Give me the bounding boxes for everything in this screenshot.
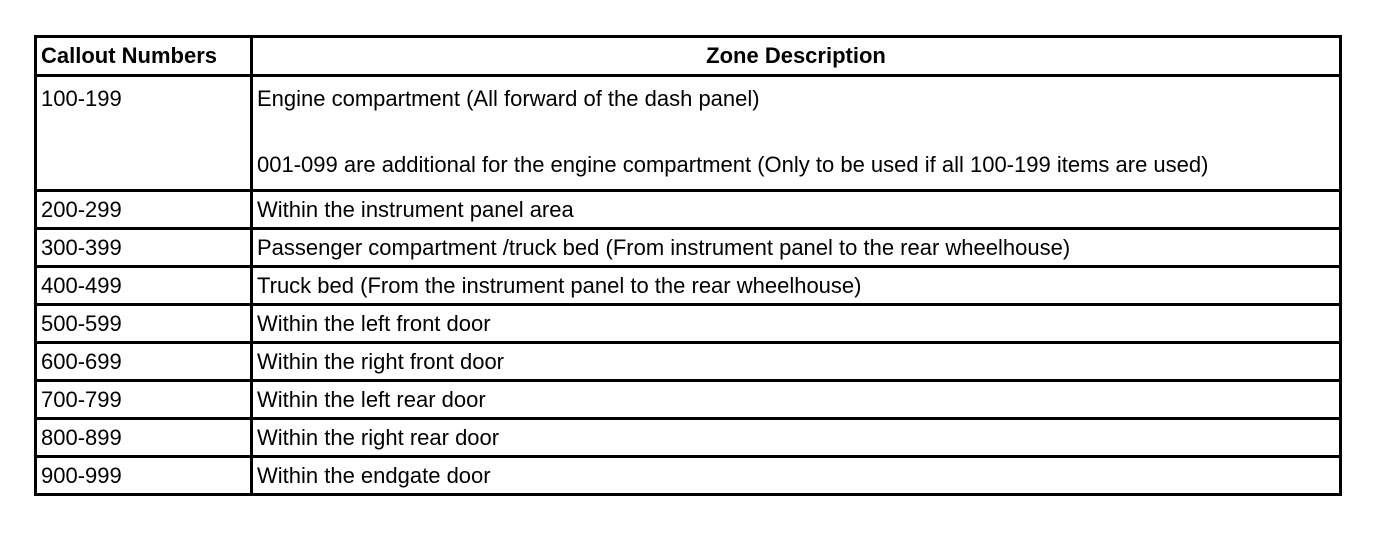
callout-cell: 100-199 bbox=[36, 76, 252, 191]
table-row bbox=[36, 191, 1341, 229]
header-zone-description: Zone Description bbox=[252, 37, 1341, 76]
zone-cell bbox=[252, 76, 1341, 191]
zone-cell: Within the endgate door bbox=[252, 457, 1341, 495]
callout-cell: 700-799 bbox=[36, 381, 252, 419]
callout-cell: 600-699 bbox=[36, 343, 252, 381]
table-row bbox=[36, 76, 1341, 191]
table-header bbox=[36, 37, 1341, 76]
zone-cell: Within the left front door bbox=[252, 305, 1341, 343]
zone-extra-text: 001-099 are additional for the engine compartment (Only to be used if all 100-199 items are used) bbox=[257, 152, 1209, 177]
table-row bbox=[36, 229, 1341, 267]
zone-cell: Within the left rear door bbox=[252, 381, 1341, 419]
zone-cell: Within the right front door bbox=[252, 343, 1341, 381]
table-row bbox=[36, 381, 1341, 419]
zone-cell: Within the right rear door bbox=[252, 419, 1341, 457]
table-row bbox=[36, 305, 1341, 343]
table-row bbox=[36, 457, 1341, 495]
callout-cell: 800-899 bbox=[36, 419, 252, 457]
zone-cell: Within the instrument panel area bbox=[252, 191, 1341, 229]
table-body bbox=[36, 76, 1341, 495]
callout-cell: 400-499 bbox=[36, 267, 252, 305]
table-row bbox=[36, 419, 1341, 457]
header-row bbox=[36, 37, 1341, 76]
callout-cell: 900-999 bbox=[36, 457, 252, 495]
zone-text: Engine compartment (All forward of the dash panel) bbox=[257, 86, 760, 111]
callout-cell: 300-399 bbox=[36, 229, 252, 267]
header-callout-numbers: Callout Numbers bbox=[36, 37, 252, 76]
table-row bbox=[36, 343, 1341, 381]
table-row bbox=[36, 267, 1341, 305]
callout-cell: 500-599 bbox=[36, 305, 252, 343]
callout-zone-table bbox=[34, 35, 1342, 496]
zone-spacer bbox=[257, 111, 1335, 153]
zone-cell: Truck bed (From the instrument panel to the rear wheelhouse) bbox=[252, 267, 1341, 305]
callout-cell: 200-299 bbox=[36, 191, 252, 229]
zone-cell: Passenger compartment /truck bed (From instrument panel to the rear wheelhouse) bbox=[252, 229, 1341, 267]
